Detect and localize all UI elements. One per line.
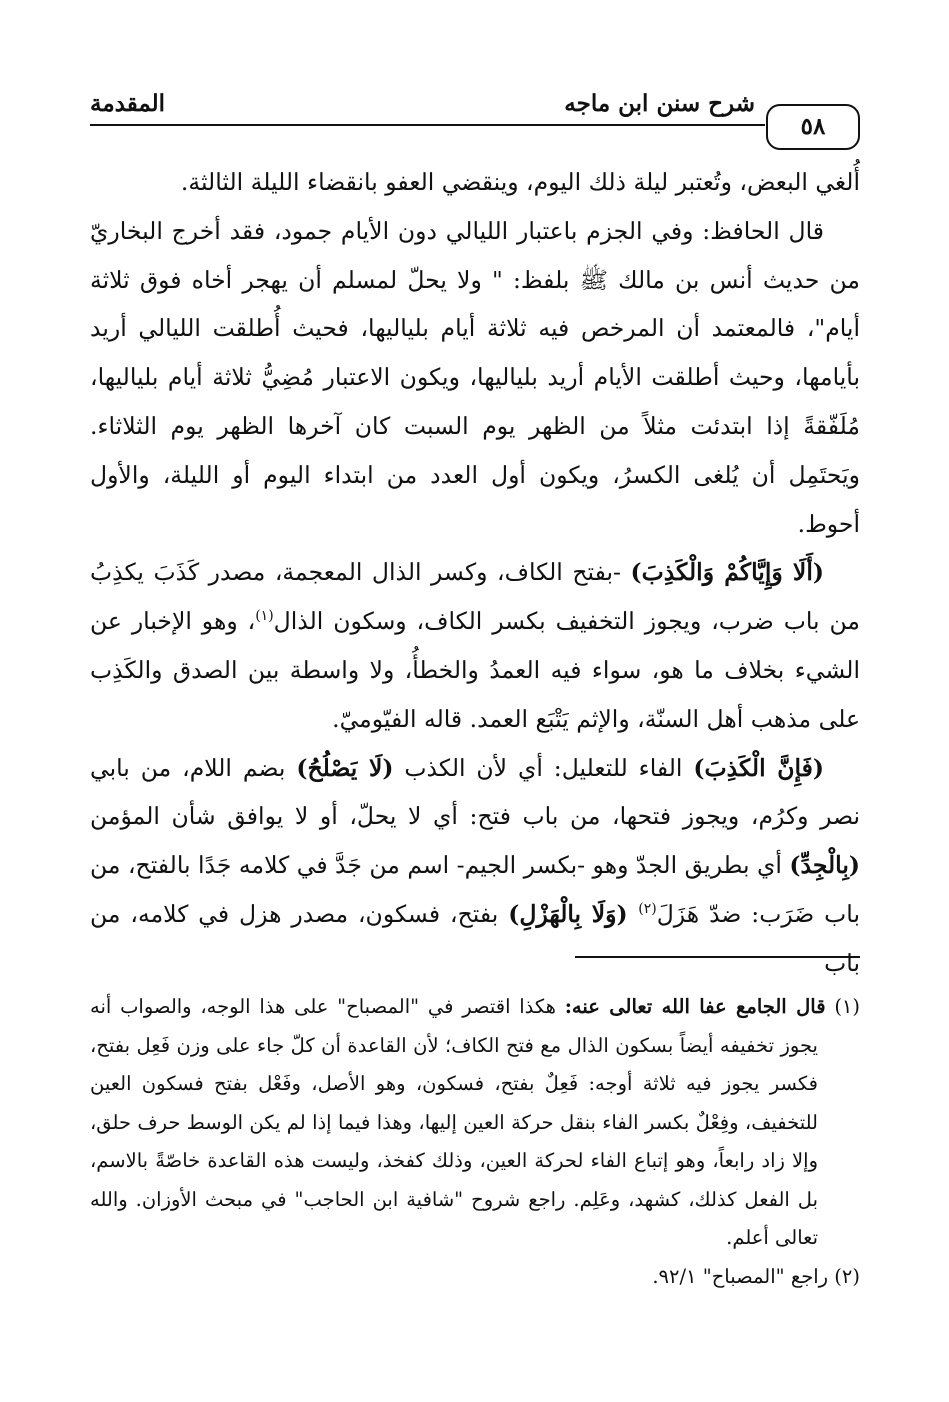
hadith-phrase-kadhib: (أَلَا وَإِيَّاكُمْ وَالْكَذِبَ) (630, 558, 824, 587)
paragraph-4-text-b: بضم اللام، من بابي نصر وكرُم، ويجوز فتحها، من باب فتح: أي لا يحلّ، أو لا يوافق شأن المؤمن (90, 753, 860, 831)
paragraph-4-text-a: الفاء للتعليل: أي لأن الكذب (393, 753, 694, 782)
footnote-2-text: راجع "المصباح" ٩٢/١. (652, 1264, 835, 1288)
page-number: ٥٨ (766, 104, 860, 150)
footnote-separator (575, 956, 860, 958)
paragraph-3-text-a: -بفتح الكاف، وكسر الذال المعجمة، مصدر كَذَبَ يكذِبُ من باب ضرب، ويجوز التخفيف بكسر الكاف، وسكون الذال (90, 558, 860, 636)
paragraph-2: قال الحافظ: وفي الجزم باعتبار الليالي دون الأيام جمود، فقد أخرج البخاريّ من حديث أنس بن مالك ﷺ بلفظ: " ولا يحلّ لمسلم أن يهجر أخاه فوق ثلاثة أيام"، فالمعتمد أن المرخص فيه ثلاثة أيام بلياليها، فحيث أُطلقت الليالي أريد بأيامها، وحيث أطلقت الأيام أريد بلياليها، ويكون الاعتبار مُضِيُّ ثلاثة أيام بلياليها، مُلَفّقةً إذا ابتدئت مثلاً من الظهر يوم السبت كان آخرها الظهر يوم الثلاثاء. ويَحتَمِل أن يُلغى الكسرُ، ويكون أول العدد من ابتداء اليوم أو الليلة، والأول أحوط. (90, 216, 860, 538)
paragraph-4-text-c: أي بطريق الجدّ وهو -بكسر الجيم- اسم من جَدَّ في كلامه جَدًا بالفتح، من باب ضَرَب: ضدّ هَزَلَ (90, 851, 860, 928)
footnote-1-text: هكذا اقتصر في "المصباح" على هذا الوجه، والصواب أنه يجوز تخفيفه أيضاً بسكون الذال مع فتح الكاف؛ لأن القاعدة أن كلّ جاء على وزن فَعِل بفتح، فكسر يجوز فيه ثلاثة أوجه: فَعِلٌ بفتح، فسكون، وهو الأصل، وفَعْل بفتح فسكون العين للتخفيف، وفِعْلٌ بكسر الفاء بنقل حركة العين إليها، وهذا فيما إذا لم يكن الوسط حرف حلق، وإلا زاد رابعاً، وهو إتباع الفاء لحركة العين، وذلك كفخذ، وليست هذه القاعدة خاصّةً بالاسم، بل الفعل كذلك، كشهد، وعَلِم. راجع شروح "شافية ابن الحاجب" في مبحث الأوزان. والله تعالى أعلم. (90, 995, 818, 1249)
footnote-2 (90, 1258, 860, 1297)
footnotes (90, 988, 860, 1296)
footnote-1 (90, 988, 860, 1258)
footnote-ref-1: (١) (255, 608, 274, 625)
footnote-1-author-note: قال الجامع عفا الله تعالى عنه: (564, 995, 826, 1018)
footnote-1-number: (١) (834, 995, 861, 1018)
footnote-ref-2: (٢) (638, 901, 657, 918)
paragraph-1: أُلغي البعض، وتُعتبر ليلة ذلك اليوم، وينقضي العفو بانقضاء الليلة الثالثة. (180, 168, 860, 196)
main-text (90, 158, 860, 988)
hadith-phrase-fa-inna: (فَإِنَّ الْكَذِبَ) (693, 753, 825, 782)
hadith-phrase-biljidd: (بِالْجِدِّ) (789, 851, 860, 880)
paragraph-3-text-b: ، وهو الإخبار عن الشيء بخلاف ما هو، سواء فيه العمدُ والخطأُ، ولا واسطة بين الصدق والكَذِب على مذهب أهل السنّة، والإثم يَتْبَع العمد. قاله الفيّوميّ. (90, 607, 860, 733)
running-header (90, 88, 860, 148)
hadith-phrase-walal-hazl: (وَلَا بِالْهَزْلِ) (508, 899, 639, 928)
paragraph-4 (90, 744, 860, 988)
hadith-phrase-la-yasluh: (لَا يَصْلُحُ) (296, 753, 394, 782)
chapter-title: المقدمة (90, 90, 166, 117)
footnote-2-number: (٢) (834, 1264, 860, 1288)
paragraph-3 (90, 548, 860, 743)
book-title: شرح سنن ابن ماجه (564, 90, 755, 117)
header-rule (90, 124, 765, 126)
paragraph-4-text-d: بفتح، فسكون، مصدر هزل في كلامه، من باب (90, 899, 860, 977)
